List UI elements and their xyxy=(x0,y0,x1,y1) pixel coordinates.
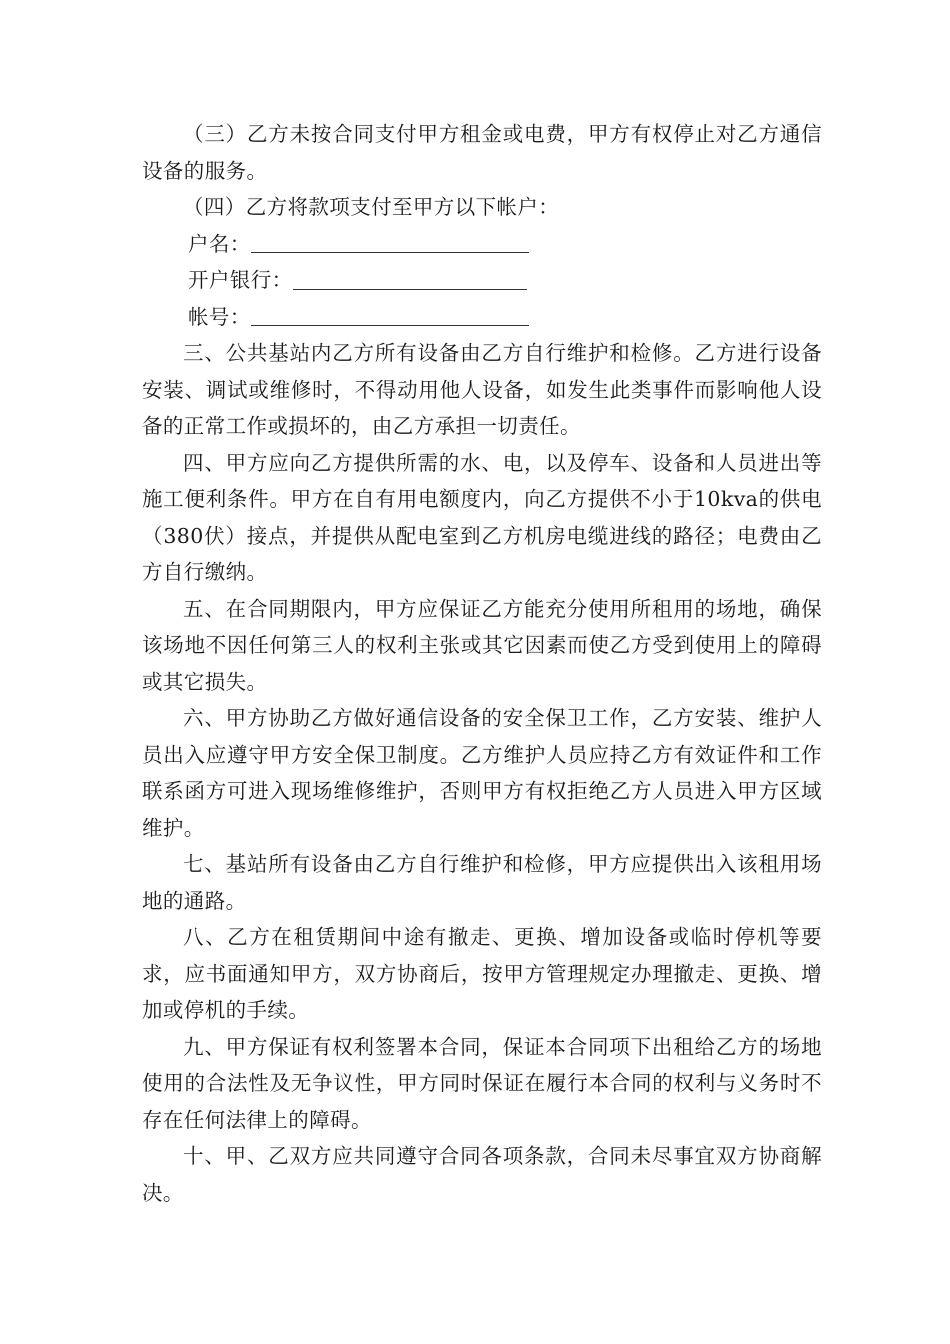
account-number-blank xyxy=(251,324,529,326)
clause-4: 四、甲方应向乙方提供所需的水、电，以及停车、设备和人员进出等施工便利条件。甲方在自有用电额度内，向乙方提供不小于10kva的供电（380伏）接点，并提供从配电室到乙方机房电缆进线的路径；电费由乙方自行缴纳。 xyxy=(142,450,822,584)
clause-5: 五、在合同期限内，甲方应保证乙方能充分使用所租用的场地，确保该场地不因任何第三人的权利主张或其它因素而使乙方受到使用上的障碍或其它损失。 xyxy=(142,596,822,694)
account-number-label: 帐号： xyxy=(188,304,251,329)
clause-10: 十、甲、乙双方应共同遵守合同各项条款，合同未尽事宜双方协商解决。 xyxy=(142,1144,822,1205)
account-name-row xyxy=(142,226,822,263)
account-name-label: 户名： xyxy=(188,231,251,256)
paragraph-payment-default: （三）乙方未按合同支付甲方租金或电费，甲方有权停止对乙方通信设备的服务。 xyxy=(142,122,822,183)
clause-9: 九、甲方保证有权利签署本合同，保证本合同项下出租给乙方的场地使用的合法性及无争议性，甲方同时保证在履行本合同的权利与义务时不存在任何法律上的障碍。 xyxy=(142,1034,822,1132)
account-name-blank xyxy=(251,251,529,253)
clause-7: 七、基站所有设备由乙方自行维护和检修，甲方应提供出入该租用场地的通路。 xyxy=(142,852,822,913)
bank-row xyxy=(142,262,822,299)
account-number-row xyxy=(142,299,822,336)
bank-blank xyxy=(293,288,527,290)
clause-8: 八、乙方在租赁期间中途有撤走、更换、增加设备或临时停机等要求，应书面通知甲方，双方协商后，按甲方管理规定办理撤走、更换、增加或停机的手续。 xyxy=(142,925,822,1022)
document-body xyxy=(142,116,822,1211)
paragraph-payment-account: （四）乙方将款项支付至甲方以下帐户： xyxy=(183,195,560,219)
clause-3: 三、公共基站内乙方所有设备由乙方自行维护和检修。乙方进行设备安装、调试或维修时，不得动用他人设备，如发生此类事件而影响他人设备的正常工作或损坏的，由乙方承担一切责任。 xyxy=(142,341,822,438)
clause-6: 六、甲方协助乙方做好通信设备的安全保卫工作，乙方安装、维护人员出入应遵守甲方安全保卫制度。乙方维护人员应持乙方有效证件和工作联系函方可进入现场维修维护，否则甲方有权拒绝乙方人员进入甲方区域维护。 xyxy=(142,706,822,840)
bank-label: 开户银行： xyxy=(188,268,293,292)
